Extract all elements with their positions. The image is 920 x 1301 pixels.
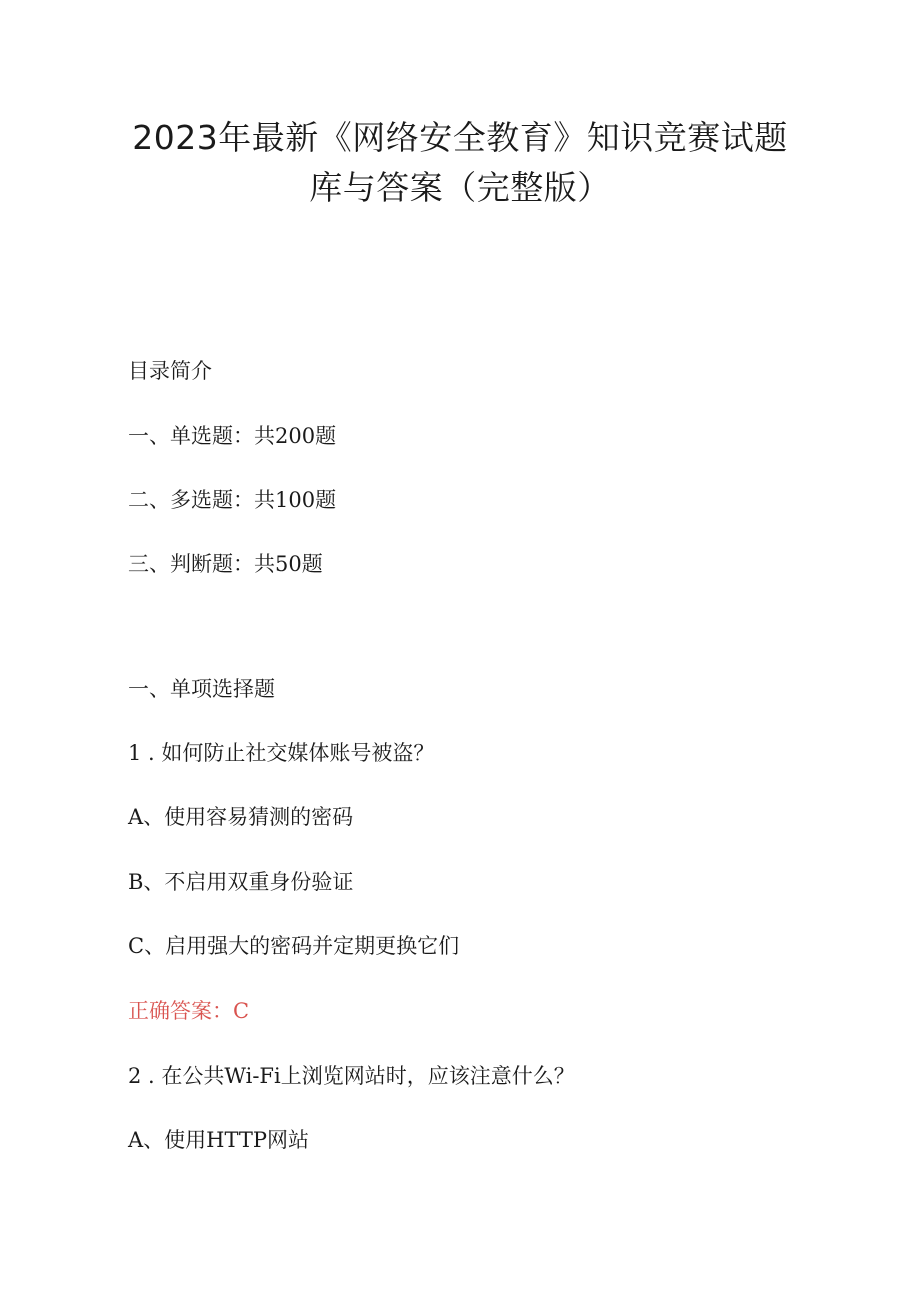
- question-1-option-a: A、使用容易猜测的密码: [128, 805, 354, 829]
- document-title-line-1: 2023年最新《网络安全教育》知识竞赛试题: [132, 118, 788, 157]
- question-1-answer: 正确答案：C: [128, 999, 250, 1023]
- toc-item-true-false: 三、判断题：共50题: [128, 552, 323, 576]
- toc-heading: 目录简介: [128, 359, 212, 383]
- toc-item-single-choice: 一、单选题：共200题: [128, 424, 337, 448]
- question-2-option-a: A、使用HTTP网站: [128, 1128, 310, 1152]
- toc-item-multiple-choice: 二、多选题：共100题: [128, 488, 337, 512]
- question-1-option-b: B、不启用双重身份验证: [128, 870, 354, 894]
- question-1-option-c: C、启用强大的密码并定期更换它们: [128, 934, 460, 958]
- question-1-text: 1 . 如何防止社交媒体账号被盗？: [128, 741, 435, 765]
- question-2-text: 2 . 在公共Wi-Fi上浏览网站时，应该注意什么？: [128, 1064, 575, 1088]
- section-heading: 一、单项选择题: [128, 677, 275, 701]
- document-title-line-2: 库与答案（完整版）: [309, 168, 611, 207]
